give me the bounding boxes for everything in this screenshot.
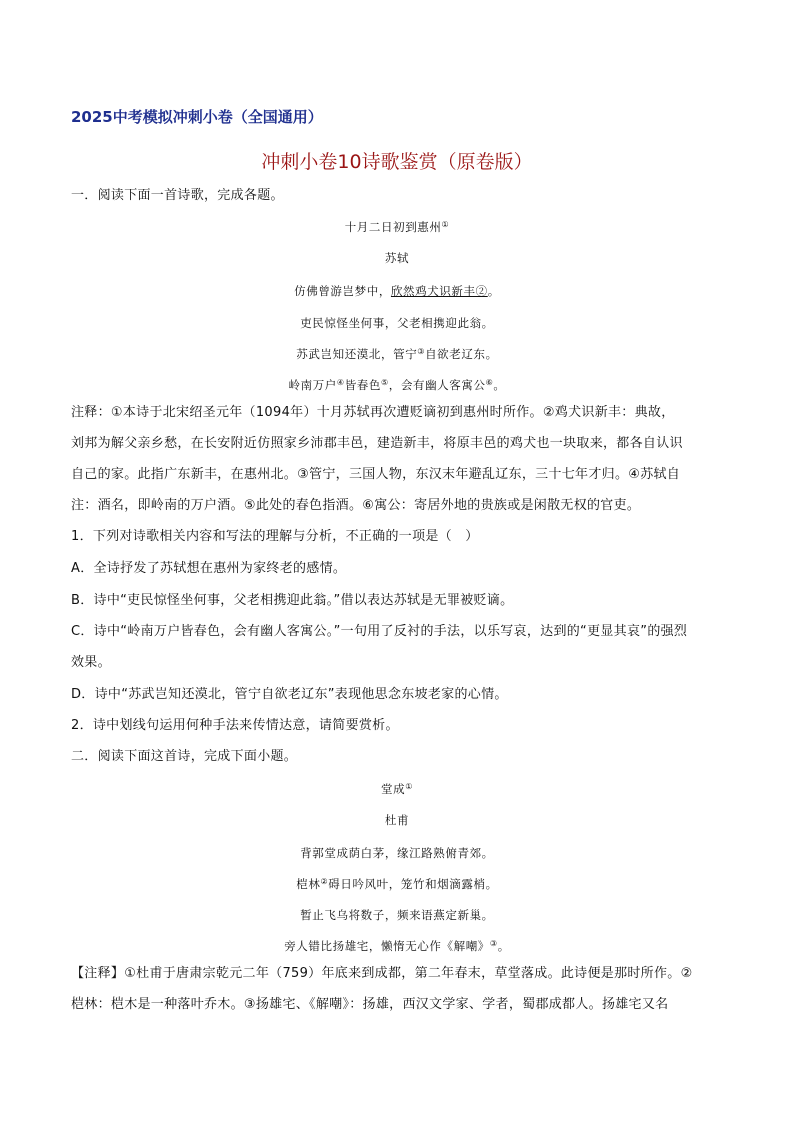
poem-2-line-1: 背郭堂成荫白茅，缘江路熟俯青郊。 [300,846,494,860]
option-a: A．全诗抒发了苏轼想在惠州为家终老的感情。 [71,561,347,576]
option-b: B．诗中“吏民惊怪坐何事，父老相携迎此翁。”借以表达苏轼是无罪被贬谪。 [71,593,514,608]
notes-1-line: 刘邦为解父亲乡愁，在长安附近仿照家乡沛郡丰邑，建造新丰，将原丰邑的鸡犬也一块取来，都各自认识 [71,436,683,451]
option-c: C．诗中“岭南万户皆春色，会有幽人客寓公。”一句用了反衬的手法，以乐写哀，达到的“更显其哀”的强烈 [71,624,688,639]
question-2: 2．诗中划线句运用何种手法来传情达意，请简要赏析。 [71,718,399,733]
poem-1-title: 十月二日初到惠州① [344,220,450,234]
section-1-heading: 一．阅读下面一首诗歌，完成各题。 [71,188,284,203]
underlined-line: 欣然鸡犬识新丰② [390,284,488,298]
poem-2-title: 堂成① [381,782,413,796]
poem-1-line-4: 岭南万户④皆春色⑤，会有幽人客寓公⑥。 [288,378,506,392]
poem-2-line-3: 暂止飞乌将数子，频来语燕定新巢。 [300,908,494,922]
exam-header: 2025中考模拟冲刺小卷（全国通用） [71,108,323,126]
poem-2-author: 杜甫 [384,813,410,827]
page-title: 冲刺小卷10诗歌鉴赏（原卷版） [261,151,533,173]
poem-2-line-2: 桤林②碍日吟风叶，笼竹和烟滴露梢。 [296,877,498,891]
section-2-heading: 二．阅读下面这首诗，完成下面小题。 [71,749,298,764]
poem-2-line-4: 旁人错比扬雄宅，懒惰无心作《解嘲》③。 [284,939,510,953]
poem-1-author: 苏轼 [384,251,410,265]
option-d: D．诗中“苏武岂知还漠北，管宁自欲老辽东”表现他思念东坡老家的心情。 [71,687,508,702]
poem-1-line-1: 仿佛曾游岂梦中，欣然鸡犬识新丰②。 [294,284,500,298]
option-c-continued: 效果。 [71,655,111,670]
notes-1-line: 注：酒名，即岭南的万户酒。⑤此处的春色指酒。⑥寓公：寄居外地的贵族或是闲散无权的官吏。 [71,498,641,513]
notes-1-line: 自己的家。此指广东新丰，在惠州北。③管宁，三国人物，东汉末年避乱辽东，三十七年才归。④苏轼自 [71,467,681,482]
question-1: 1．下列对诗歌相关内容和写法的理解与分析，不正确的一项是（ ） [71,529,479,544]
poem-1-line-3: 苏武岂知还漠北，管宁③自欲老辽东。 [296,347,498,361]
poem-1-line-2: 吏民惊怪坐何事，父老相携迎此翁。 [300,316,494,330]
notes-2-line: 桤林：桤木是一种落叶乔木。③扬雄宅、《解嘲》：扬雄，西汉文学家、学者，蜀郡成都人。扬雄宅又名 [71,997,669,1012]
notes-1-line: 注释：①本诗于北宋绍圣元年（1094年）十月苏轼再次遭贬谪初到惠州时所作。②鸡犬识新丰：典故， [71,405,675,420]
notes-2-line: 【注释】①杜甫于唐肃宗乾元二年（759）年底来到成都，第二年春末，草堂落成。此诗便是那时所作。② [71,966,693,981]
